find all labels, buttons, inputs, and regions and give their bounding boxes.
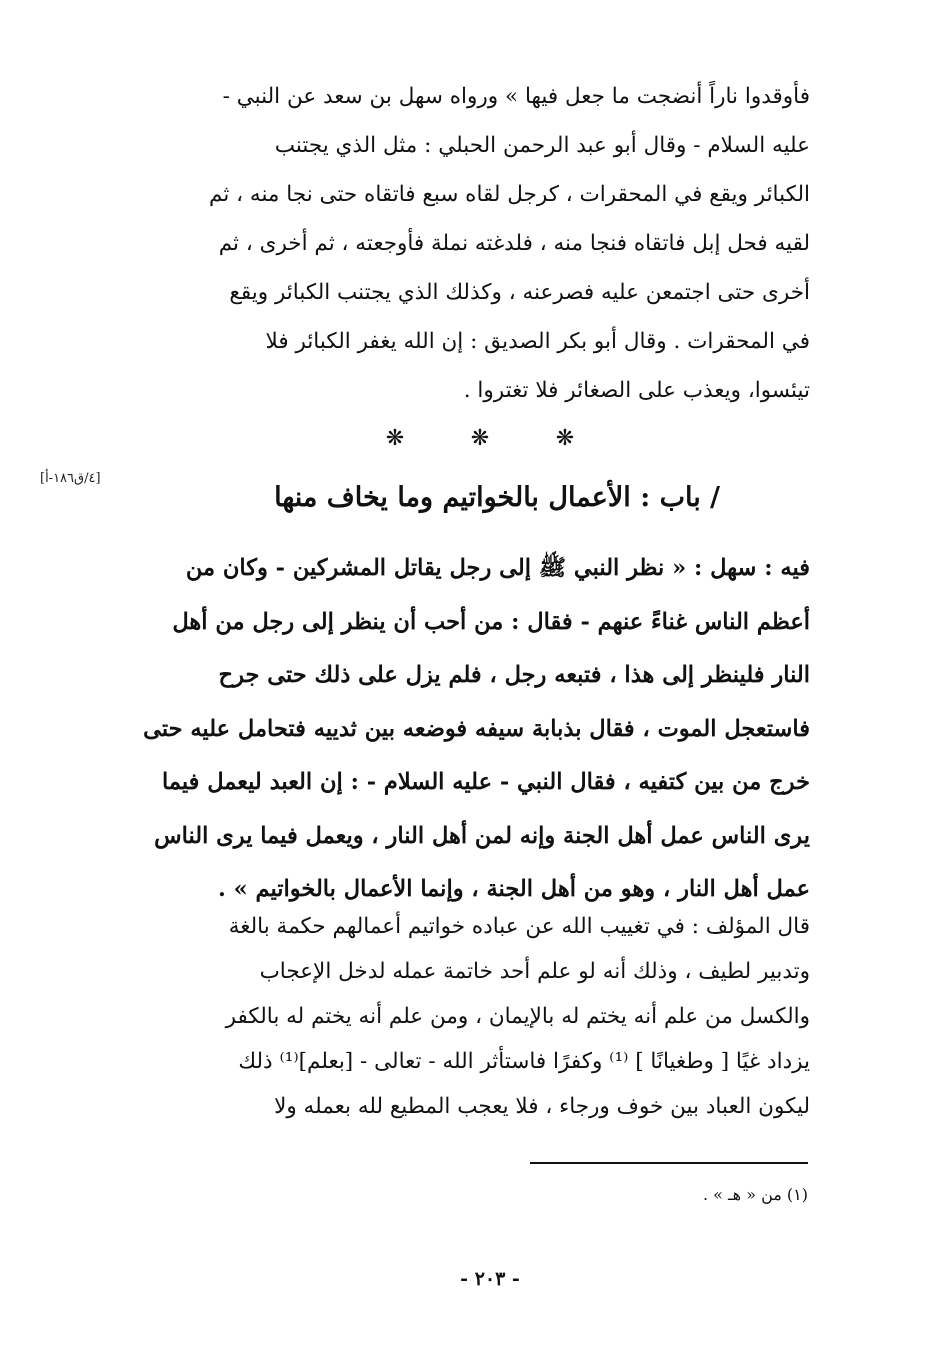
text-line: فأوقدوا ناراً أنضجت ما جعل فيها » ورواه سهل بن سعد عن النبي - [222,84,810,109]
text-line: قال المؤلف : في تغييب الله عن عباده خواتيم أعمالهم حكمة بالغة [228,914,810,939]
text-line: في المحقرات . وقال أبو بكر الصديق : إن الله يغفر الكبائر فلا [265,329,810,354]
text-line: خرج من بين كتفيه ، فقال النبي - عليه السلام - : إن العبد ليعمل فيما [161,769,810,795]
footnote-divider [530,1162,808,1164]
text-line: أخرى حتى اجتمعن عليه فصرعنه ، وكذلك الذي يجتنب الكبائر ويقع [229,280,810,305]
text-line: يزداد غيًا [ وطغيانًا ] ⁽¹⁾ وكفرًا فاستأثر الله - تعالى - [بعلم]⁽¹⁾ ذلك [238,1049,810,1074]
text-line: تيئسوا، ويعذب على الصغائر فلا تغتروا . [463,378,810,403]
text-line: وتدبير لطيف ، وذلك أنه لو علم أحد خاتمة عمله لدخل الإعجاب [259,959,810,984]
text-line: والكسل من علم أنه يختم له بالإيمان ، ومن علم أنه يختم له بالكفر [225,1004,810,1029]
asterism-icon: ❋ [385,426,405,451]
text-line: لقيه فحل إبل فاتقاه فنجا منه ، فلدغته نملة فأوجعته ، ثم أخرى ، ثم [218,231,810,256]
footnote: (١) من « هـ » . [702,1185,808,1204]
asterism-icon: ❋ [555,426,575,451]
paragraph-author-commentary [130,904,810,1129]
paragraph-hadith-bold [130,542,810,917]
text-line: يرى الناس عمل أهل الجنة وإنه لمن أهل النار ، ويعمل فيما يرى الناس [154,822,810,849]
text-line: عمل أهل النار ، وهو من أهل الجنة ، وإنما الأعمال بالخواتيم » . [217,876,810,902]
text-line: الكبائر ويقع في المحقرات ، كرجل لقاه سبع فاتقاه حتى نجا منه ، ثم [209,182,810,207]
text-line: النار فلينظر إلى هذا ، فتبعه رجل ، فلم يزل على ذلك حتى جرح [218,662,810,688]
chapter-heading: / باب : الأعمال بالخواتيم وما يخاف منها [274,482,720,513]
text-line: فيه : سهل : « نظر النبي ﷺ إلى رجل يقاتل المشركين - وكان من [185,555,810,581]
asterism-icon: ❋ [470,426,490,451]
text-line: فاستعجل الموت ، فقال بذبابة سيفه فوضعه بين ثدييه فتحامل عليه حتى [143,715,810,742]
page-number: - ٢٠٣ - [460,1268,520,1290]
section-separator [380,424,580,454]
paragraph-hadith-continuation [130,72,810,415]
text-line: عليه السلام - وقال أبو عبد الرحمن الحبلي : مثل الذي يجتنب [274,133,810,158]
manuscript-folio-reference: [٤/ق١٨٦-أ] [40,471,101,486]
text-line: أعظم الناس غناءً عنهم - فقال : من أحب أن ينظر إلى رجل من أهل [172,608,810,635]
text-line: ليكون العباد بين خوف ورجاء ، فلا يعجب المطيع لله بعمله ولا [274,1094,810,1119]
